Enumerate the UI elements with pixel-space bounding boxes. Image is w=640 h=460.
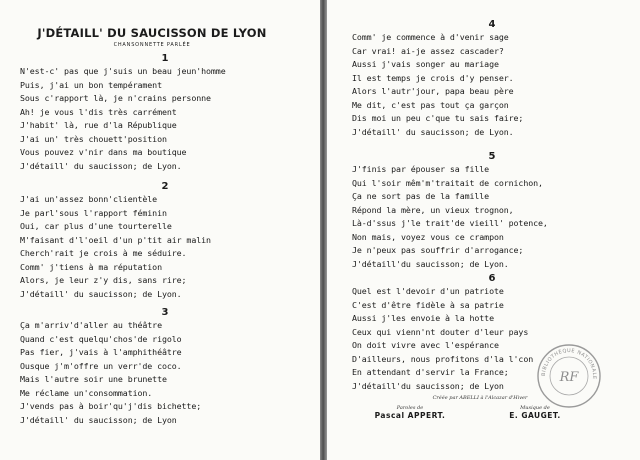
- stamp-initials: RF: [559, 370, 579, 385]
- verse-line: Ça ne sort pas de la famille: [352, 191, 490, 201]
- verse-line: Vous pouvez v'nir dans ma boutique: [20, 147, 187, 157]
- verse-line: N'est-c' pas que j'suis un beau jeun'homme: [20, 66, 226, 76]
- stanza-5: [352, 150, 632, 271]
- verse-line: Ah! je vous l'dis très carrément: [20, 106, 177, 117]
- verse-line: Mais l'autre soir une brunette: [20, 374, 167, 384]
- stanza-number: 1: [161, 53, 169, 64]
- verse-line: J'détaill' du saucisson; de Lyon.: [352, 126, 514, 137]
- stanza-number: 3: [161, 307, 169, 318]
- stanza-4: [352, 18, 632, 139]
- verse-line: Pas fier, j'vais à l'amphithéâtre: [20, 347, 182, 357]
- verse-line: Car vrai! ai-je assez cascader?: [352, 45, 504, 56]
- stanza-number: 2: [161, 181, 169, 192]
- verse-line: J'détaill'du saucisson; de Lyon: [352, 380, 504, 391]
- verse-line: Non mais, voyez vous ce crampon: [352, 231, 504, 242]
- stamp-text: BIBLIOTHÈQUE NATIONALE: [540, 347, 598, 380]
- verse-line: Oui, car plus d'une tourterelle: [20, 221, 172, 231]
- song-subtitle: CHANSONNETTE PARLÉE: [113, 42, 191, 48]
- verse-line: On doit vivre avec l'espérance: [352, 340, 499, 350]
- verse-line: Quel est l'devoir d'un patriote: [352, 286, 504, 296]
- verse-line: Aussi j'les envoie à la hotte: [352, 313, 494, 323]
- verse-line: J'détaill' du saucisson; de Lyon: [20, 414, 177, 425]
- verse-line: Sous c'rapport là, je n'crains personne: [20, 93, 211, 103]
- verse-line: Aussi j'vais songer au mariage: [352, 59, 499, 69]
- verse-line: Puis, j'ai un bon tempérament: [20, 79, 162, 90]
- song-title: J'DÉTAILL' DU SAUCISSON DE LYON: [37, 26, 267, 40]
- stanza-3: [20, 306, 310, 427]
- verse-line: Me dit, c'est pas tout ça garçon: [352, 99, 509, 110]
- library-stamp: [536, 343, 602, 409]
- verse-line: Comm' je commence à d'venir sage: [352, 32, 509, 42]
- verse-line: En attendant d'servir la France;: [352, 367, 509, 377]
- verse-line: Ça m'arriv'd'aller au théâtre: [20, 320, 162, 330]
- stanza-number: 5: [488, 151, 496, 162]
- creation-credit: Créée par ABELLI à l'Alcazar d'Hiver: [432, 395, 528, 401]
- verse-line: D'ailleurs, nous profitons d'la l'con: [352, 353, 534, 364]
- verse-line: Dis moi un peu c'que tu sais faire;: [352, 113, 524, 123]
- verse-line: Alors l'autr'jour, papa beau père: [352, 86, 514, 96]
- verse-line: Je parl'sous l'rapport féminin: [20, 207, 167, 218]
- stanza-number: 4: [488, 19, 496, 30]
- verse-line: J'détaill'du saucisson; de Lyon.: [352, 258, 509, 269]
- verse-line: M'faisant d'l'oeil d'un p'tit air malin: [20, 234, 211, 245]
- verse-line: Quand c'est quelqu'chos'de rigolo: [20, 333, 182, 344]
- verse-line: J'détaill' du saucisson; de Lyon.: [20, 288, 182, 299]
- stanza-2: [20, 180, 310, 301]
- music-role: Musique de: [520, 405, 550, 411]
- verse-line: Ceux qui vienn'nt douter d'leur pays: [352, 326, 529, 337]
- verse-line: Comm' j'tiens à ma réputation: [20, 261, 162, 272]
- verse-line: J'détaill' du saucisson; de Lyon.: [20, 160, 182, 171]
- verse-line: J'ai un'assez bonn'clientèle: [20, 194, 158, 204]
- verse-line: Il est temps je crois d'y penser.: [352, 72, 514, 83]
- music-author: E. GAUGET.: [509, 411, 561, 420]
- verse-line: Je n'peux pas souffrir d'arrogance;: [352, 245, 524, 255]
- verse-line: Me réclame un'consommation.: [20, 387, 153, 398]
- verse-line: C'est d'être fidèle à sa patrie: [352, 299, 504, 310]
- lyrics-author: Pascal APPERT.: [374, 411, 446, 420]
- verse-line: Qui l'soir mêm'm'traitait de cornichon,: [352, 177, 543, 188]
- verse-line: Cherch'rait je crois à me séduire.: [20, 248, 187, 258]
- lyrics-credit: [355, 405, 465, 420]
- lyrics-role: Paroles de: [396, 405, 424, 411]
- page-gutter: [320, 0, 327, 460]
- verse-line: Là-d'ssus j'le trait'de vieill' potence,: [352, 218, 548, 228]
- verse-line: Alors, je leur z'y dis, sans rire;: [20, 275, 187, 285]
- verse-line: Ousque j'm'offre un verr'de coco.: [20, 360, 182, 371]
- stanza-number: 6: [488, 273, 496, 284]
- verse-line: J'habit' là, rue d'la République: [20, 120, 177, 130]
- verse-line: Répond la mère, un vieux trognon,: [352, 204, 514, 215]
- stanza-1: [20, 52, 310, 173]
- verse-line: J'vends pas à boir'qu'j'dis bichette;: [20, 401, 202, 411]
- verse-line: J'finis par épouser sa fille: [352, 164, 490, 174]
- verse-line: J'ai un' très chouett'position: [20, 133, 167, 144]
